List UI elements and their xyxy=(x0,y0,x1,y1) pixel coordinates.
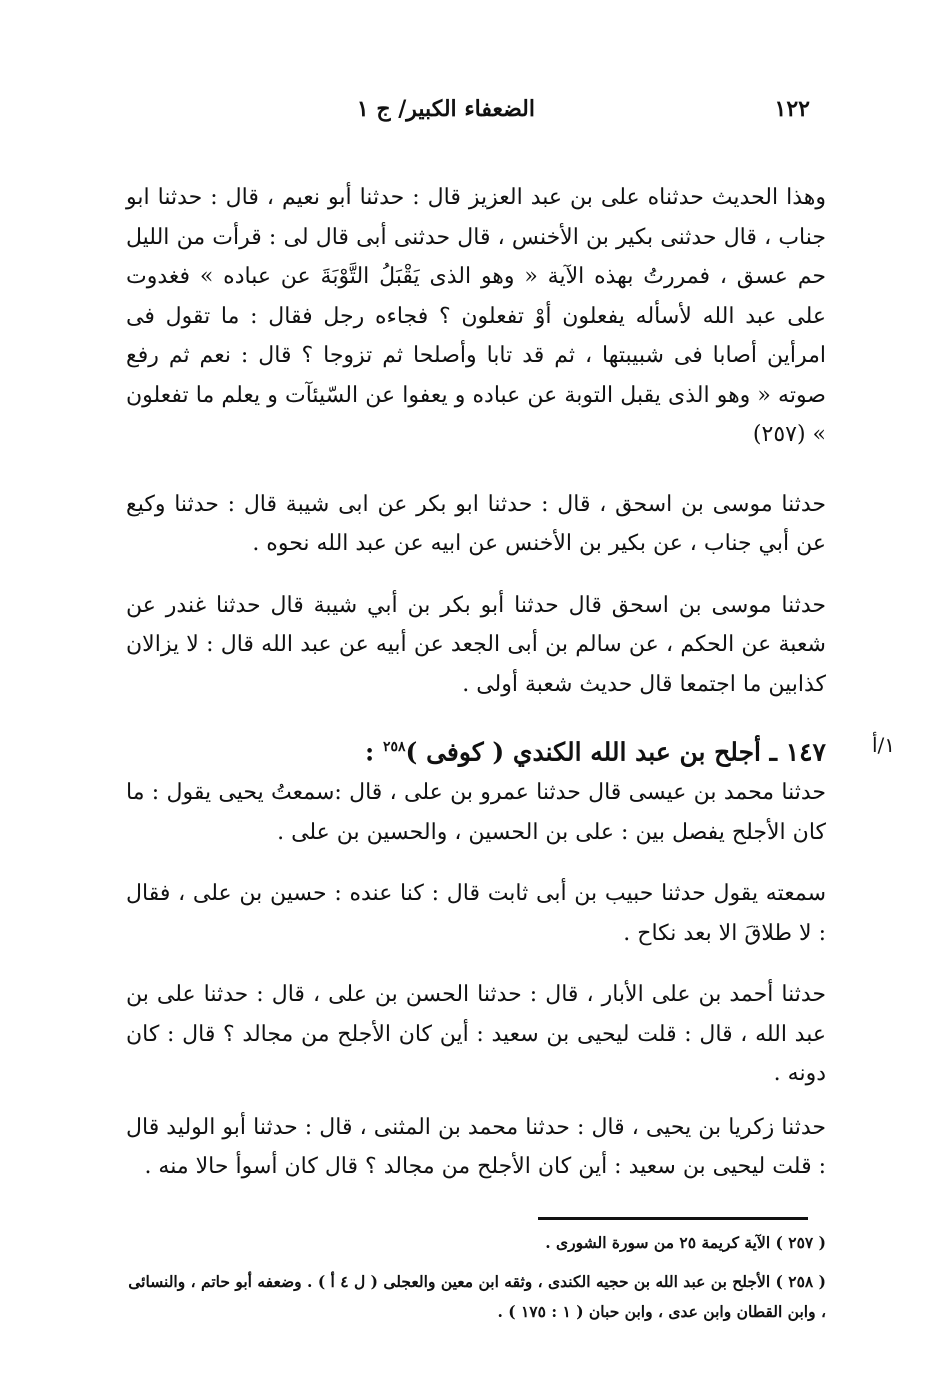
footnote: ( ٢٥٧ ) الآية كريمة ٢٥ من سورة الشورى . xyxy=(545,1233,826,1252)
paragraph: حدثنا أحمد بن على الأبار ، قال : حدثنا الحسن بن على ، قال : حدثنا على بن عبد الله ، قال : قلت ليحيى بن سعيد : أين كان الأجلح من مجالد ؟ قال : كان دونه . xyxy=(126,982,826,1087)
entry-heading xyxy=(126,726,826,773)
main-text xyxy=(126,178,826,1201)
paragraph: حدثنا محمد بن عيسى قال حدثنا عمرو بن على ، قال :سمعتُ يحيى يقول : ما كان الأجلح يفصل بين : على بن الحسين ، والحسين بن على . xyxy=(126,780,826,845)
footnote-ref: ٢٥٨ xyxy=(382,739,406,755)
paragraph: حدثنا موسى بن اسحق قال حدثنا أبو بكر بن أبي شيبة قال حدثنا غندر عن شعبة عن الحكم ، عن سالم بن أبى الجعد عن أبيه عن عبد الله قال : لا يزالان كذابين ما اجتمعا قال حديث شعبة أولى . xyxy=(126,592,826,697)
running-title: الضعفاء الكبير/ ج ١ xyxy=(356,96,535,122)
footnote: ( ٢٥٨ ) الأجلح بن عبد الله بن حجيه الكندى ، وثقه ابن معين والعجلى ( ل ٤ أ ) . وضعفه أبو حاتم ، والنسائى ، وابن القطان وابن عدى ، وابن حبان ( ١ : ١٧٥ ) . xyxy=(128,1272,826,1321)
paragraph: حدثنا زكريا بن يحيى ، قال : حدثنا محمد بن المثنى ، قال : حدثنا أبو الوليد قال : قلت ليحيى بن سعيد : أين كان الأجلح من مجالد ؟ قال كان أسوأ حالا منه . xyxy=(126,1114,826,1180)
entry-title: ١٤٧ ـ أجلح بن عبد الله الكندي ( كوفى ) xyxy=(405,737,826,767)
page-number: ١٢٢ xyxy=(774,96,810,122)
paragraph: وهذا الحديث حدثناه على بن عبد العزيز قال : حدثنا أبو نعيم ، قال : حدثنا ابو جناب ، قال حدثنى بكير بن الأخنس ، قال حدثنى أبى قال لى : قرأت من الليل حم عسق ، فمررتُ بهذه الآية « وهو الذى يَقْبَلُ التَّوْبَةَ عن عباده » فغدوت على عبد الله لأسأله يفعلون أوْ تفعلون ؟ فجاءه رجل فقال : ما تقول فى امرأين أصابا فى شبيبتها ، ثم قد تابا وأصلحا ثم تزوجا ؟ قال : نعم ثم رفع صوته « وهو الذى يقبل التوبة عن عباده و يعفوا عن السّيئآت و يعلم ما تفعلون » (٢٥٧) xyxy=(126,185,826,447)
paragraph: سمعته يقول حدثنا حبيب بن أبى ثابت قال : كنا عنده : حسين بن على ، فقال : لا طلاقَ الا بعد نكاح . xyxy=(126,881,826,946)
entry-colon: : xyxy=(365,737,375,767)
paragraph: حدثنا موسى بن اسحق ، قال : حدثنا ابو بكر عن ابى شيبة قال : حدثنا وكيع عن أبي جناب ، عن بكير بن الأخنس عن ابيه عن عبد الله نحوه . xyxy=(126,491,826,556)
footnote-separator xyxy=(538,1217,808,1220)
footnotes xyxy=(126,1228,826,1327)
margin-folio-note: ١/أ xyxy=(872,733,896,757)
running-header xyxy=(120,96,810,136)
